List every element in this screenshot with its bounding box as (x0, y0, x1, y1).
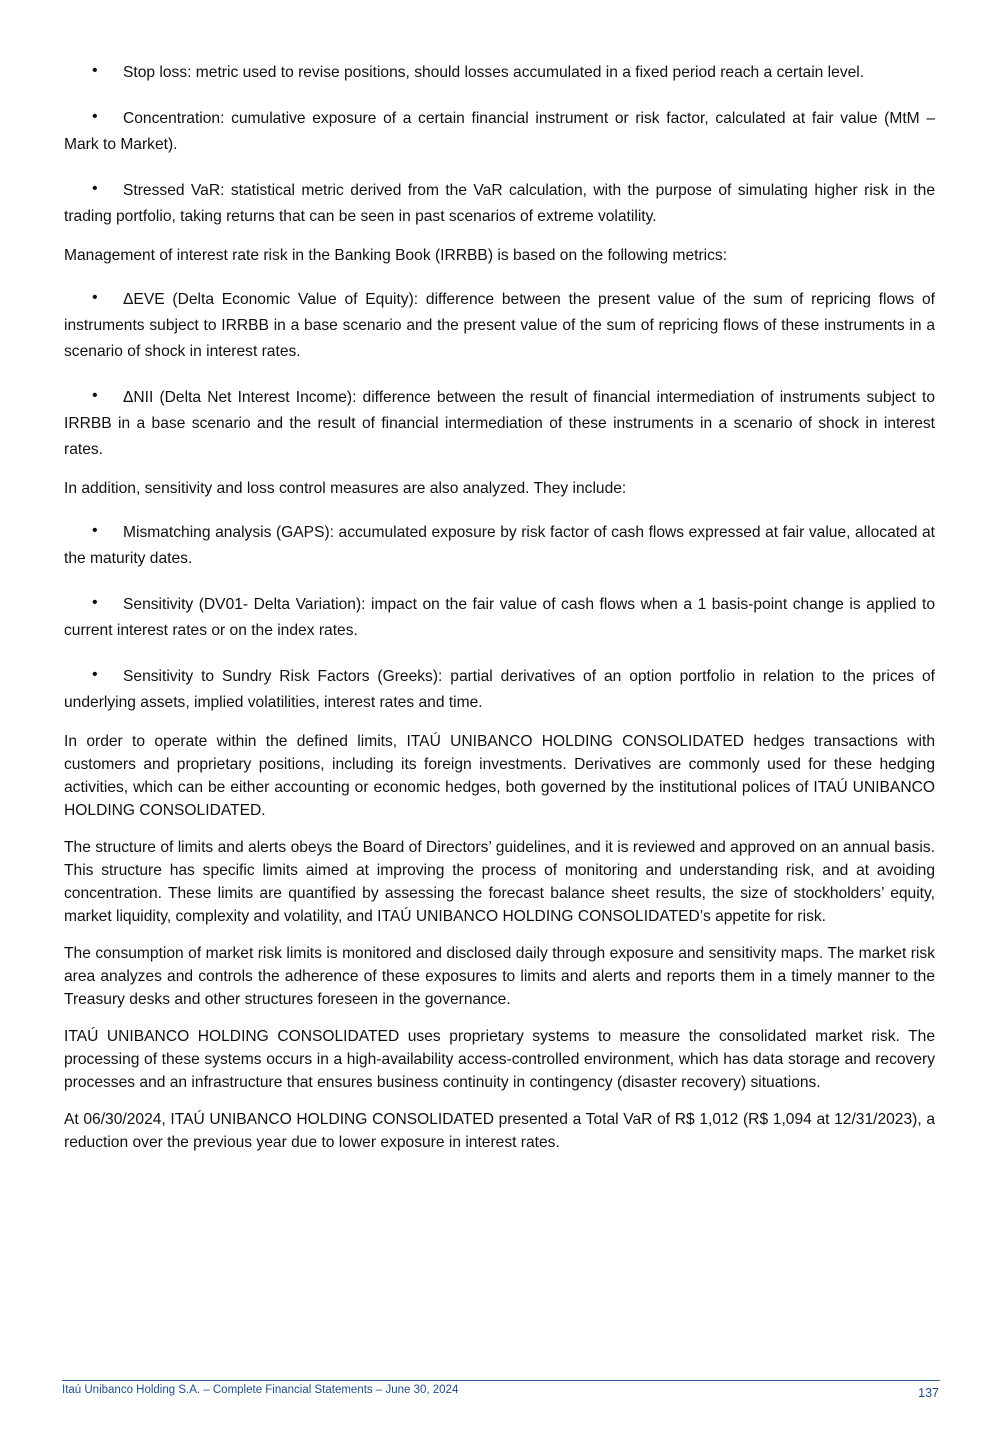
bullet-glyph: • (92, 180, 98, 197)
bullet-glyph: • (92, 62, 98, 79)
total-var-paragraph: At 06/30/2024, ITAÚ UNIBANCO HOLDING CONSOLIDATED presented a Total VaR of R$ 1,012 (R$ 1,094 at 12/31/2023), a reduction over the previous year due to lower exposure in interest rates. (64, 1111, 935, 1151)
bullet-glyph: • (92, 108, 98, 125)
bullet-glyph: • (92, 387, 98, 404)
bullet-text: Mismatching analysis (GAPS): accumulated exposure by risk factor of cash flows expressed at fair value, allocated at the maturity dates. (64, 524, 935, 567)
bullet-text: Stressed VaR: statistical metric derived from the VaR calculation, with the purpose of simulating higher risk in the trading portfolio, taking returns that can be seen in past scenarios of extreme volatility. (64, 182, 935, 225)
bullet-text: Concentration: cumulative exposure of a certain financial instrument or risk factor, calculated at fair value (MtM – Mark to Market). (64, 110, 935, 153)
bullet-text: ΔEVE (Delta Economic Value of Equity): difference between the present value of the sum of repricing flows of instruments subject to IRRBB in a base scenario and the present value of the sum of repricing flows of these instruments in a scenario of shock in interest rates. (64, 291, 935, 360)
bullet-delta-nii (64, 385, 935, 463)
bullet-greeks (64, 664, 935, 716)
bullet-text: ΔNII (Delta Net Interest Income): difference between the result of financial intermediation of instruments subject to IRRBB in a base scenario and the result of financial intermediation of these instruments in a scenario of shock in interest rates. (64, 389, 935, 458)
bullet-stressed-var (64, 178, 935, 230)
bullet-dv01 (64, 592, 935, 644)
page-number: 137 (918, 1386, 939, 1400)
bullet-gaps (64, 520, 935, 572)
sensitivity-intro: In addition, sensitivity and loss control measures are also analyzed. They include: (64, 480, 627, 497)
systems-paragraph: ITAÚ UNIBANCO HOLDING CONSOLIDATED uses proprietary systems to measure the consolidated market risk. The processing of these systems occurs in a high-availability access-controlled environment, which has data storage and recovery processes and an infrastructure that ensures business continuity in contingency (disaster recovery) situations. (64, 1028, 935, 1091)
bullet-glyph: • (92, 289, 98, 306)
document-body (64, 60, 935, 1168)
footer-title: Itaú Unibanco Holding S.A. – Complete Financial Statements – June 30, 2024 (62, 1384, 459, 1396)
bullet-delta-eve (64, 287, 935, 365)
irrbb-intro: Management of interest rate risk in the Banking Book (IRRBB) is based on the following metrics: (64, 247, 728, 264)
limits-consumption-paragraph: The consumption of market risk limits is monitored and disclosed daily through exposure and sensitivity maps. The market risk area analyzes and controls the adherence of these exposures to limits and alerts and reports them in a timely manner to the Treasury desks and other structures foreseen in the governance. (64, 945, 935, 1008)
bullet-glyph: • (92, 594, 98, 611)
bullet-text: Sensitivity to Sundry Risk Factors (Greeks): partial derivatives of an option portfolio in relation to the prices of underlying assets, implied volatilities, interest rates and time. (64, 668, 935, 711)
bullet-text: Sensitivity (DV01- Delta Variation): impact on the fair value of cash flows when a 1 basis-point change is applied to current interest rates or on the index rates. (64, 596, 935, 639)
hedging-paragraph: In order to operate within the defined limits, ITAÚ UNIBANCO HOLDING CONSOLIDATED hedges transactions with customers and proprietary positions, including its foreign investments. Derivatives are commonly used for these hedging activities, which can be either accounting or economic hedges, both governed by the institutional polices of ITAÚ UNIBANCO HOLDING CONSOLIDATED. (64, 733, 935, 819)
footer-divider (62, 1380, 940, 1381)
limits-structure-paragraph: The structure of limits and alerts obeys the Board of Directors’ guidelines, and it is reviewed and approved on an annual basis. This structure has specific limits aimed at improving the process of monitoring and understanding risk, and at avoiding concentration. These limits are quantified by assessing the forecast balance sheet results, the size of stockholders’ equity, market liquidity, complexity and volatility, and ITAÚ UNIBANCO HOLDING CONSOLIDATED’s appetite for risk. (64, 839, 935, 925)
bullet-concentration (64, 106, 935, 158)
bullet-stop-loss (64, 60, 935, 86)
bullet-glyph: • (92, 522, 98, 539)
bullet-glyph: • (92, 666, 98, 683)
bullet-text: Stop loss: metric used to revise positions, should losses accumulated in a fixed period reach a certain level. (123, 64, 865, 81)
